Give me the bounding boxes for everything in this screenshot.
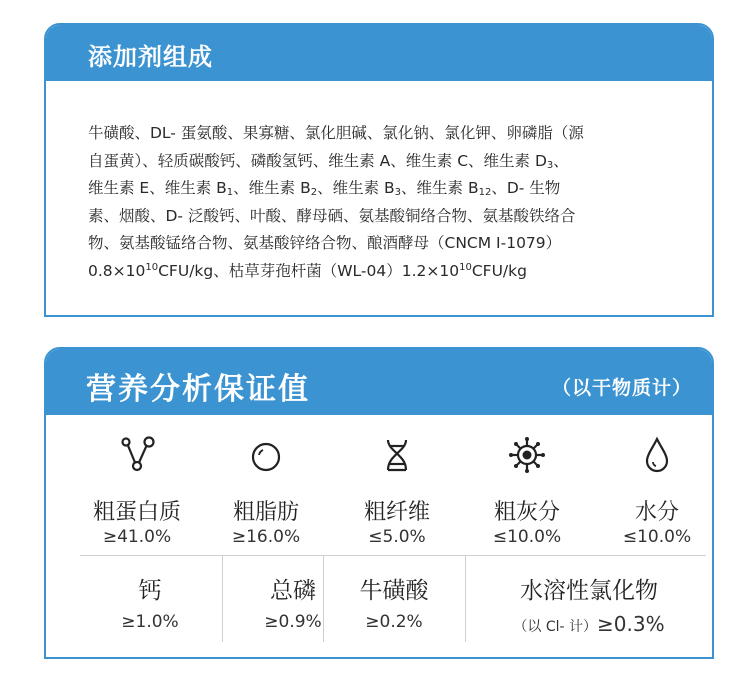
nutrient-value: ≥41.0% [102,527,172,547]
nutrient-value: ≤5.0% [368,527,426,547]
nutrient-name: 粗脂肪 [232,500,299,525]
dna-icon [377,435,417,475]
water-drop-icon [637,435,677,475]
nutrient-calcium [80,556,220,632]
nutrient-value: ≥0.9% [264,612,322,632]
additives-title: 添加剂组成 [88,43,213,71]
nutrient-taurine [324,556,464,632]
virus-icon [507,435,547,475]
nutrient-value: ≥1.0% [121,612,179,632]
nutrient-value: ≥0.2% [365,612,423,632]
nutrient-name: 钙 [138,578,162,604]
circle-icon [246,435,286,475]
additives-panel [44,23,714,317]
nutrient-value: ≥16.0% [231,527,301,547]
nutrient-water-soluble-chloride [466,556,712,636]
ingredients-text: 牛磺酸、DL- 蛋氨酸、果寡糖、氯化胆碱、氯化钠、氯化钾、卵磷脂（源 自蛋黄）、轻质碳酸钙、磷酸氢钙、维生素 A、维生素 C、维生素 $D_3$、 维生素 E、维生素 $B_1$、维生素 $B_2$、维生素 $B_3$、维生素 $B_{12}$、D- 生物 素、烟酸、D- 泛酸钙、叶酸、酵母硒、氨基酸铜络合物、氨基酸铁络合 物、氨基酸锰络合物、氨基酸锌络合物、酿酒酵母（CNCM I-1079） $0.8\times 10^{10}CFU/kg$、枯草芽孢杆菌$(WL-04)1.2\times 10^{10}CFU/kg$ [88,124,584,280]
nutrient-name: 牛磺酸 [359,578,429,604]
nutrient-name: 粗灰分 [493,500,560,525]
nutrient-name: 粗纤维 [363,500,430,525]
nutrient-name: 粗蛋白质 [92,500,181,525]
nutrition-title: 营养分析保证值 [86,372,310,407]
nutrition-row-secondary [46,556,712,642]
molecule-icon [117,435,157,475]
additives-header [46,25,712,81]
nutrition-header [46,349,712,415]
nutrient-name: 总磷 [270,578,316,604]
nutrient-value: ≤10.0% [492,527,562,547]
nutrition-subtitle: （以干物质计） [551,377,692,399]
nutrient-value: （以 Cl- 计）≥0.3% [513,612,665,636]
nutrient-name: 水溶性氯化物 [520,578,658,604]
nutrition-row-primary [46,431,712,555]
nutrient-value: ≤10.0% [622,527,692,547]
nutrition-panel [44,347,714,659]
nutrient-name: 水分 [634,500,679,525]
